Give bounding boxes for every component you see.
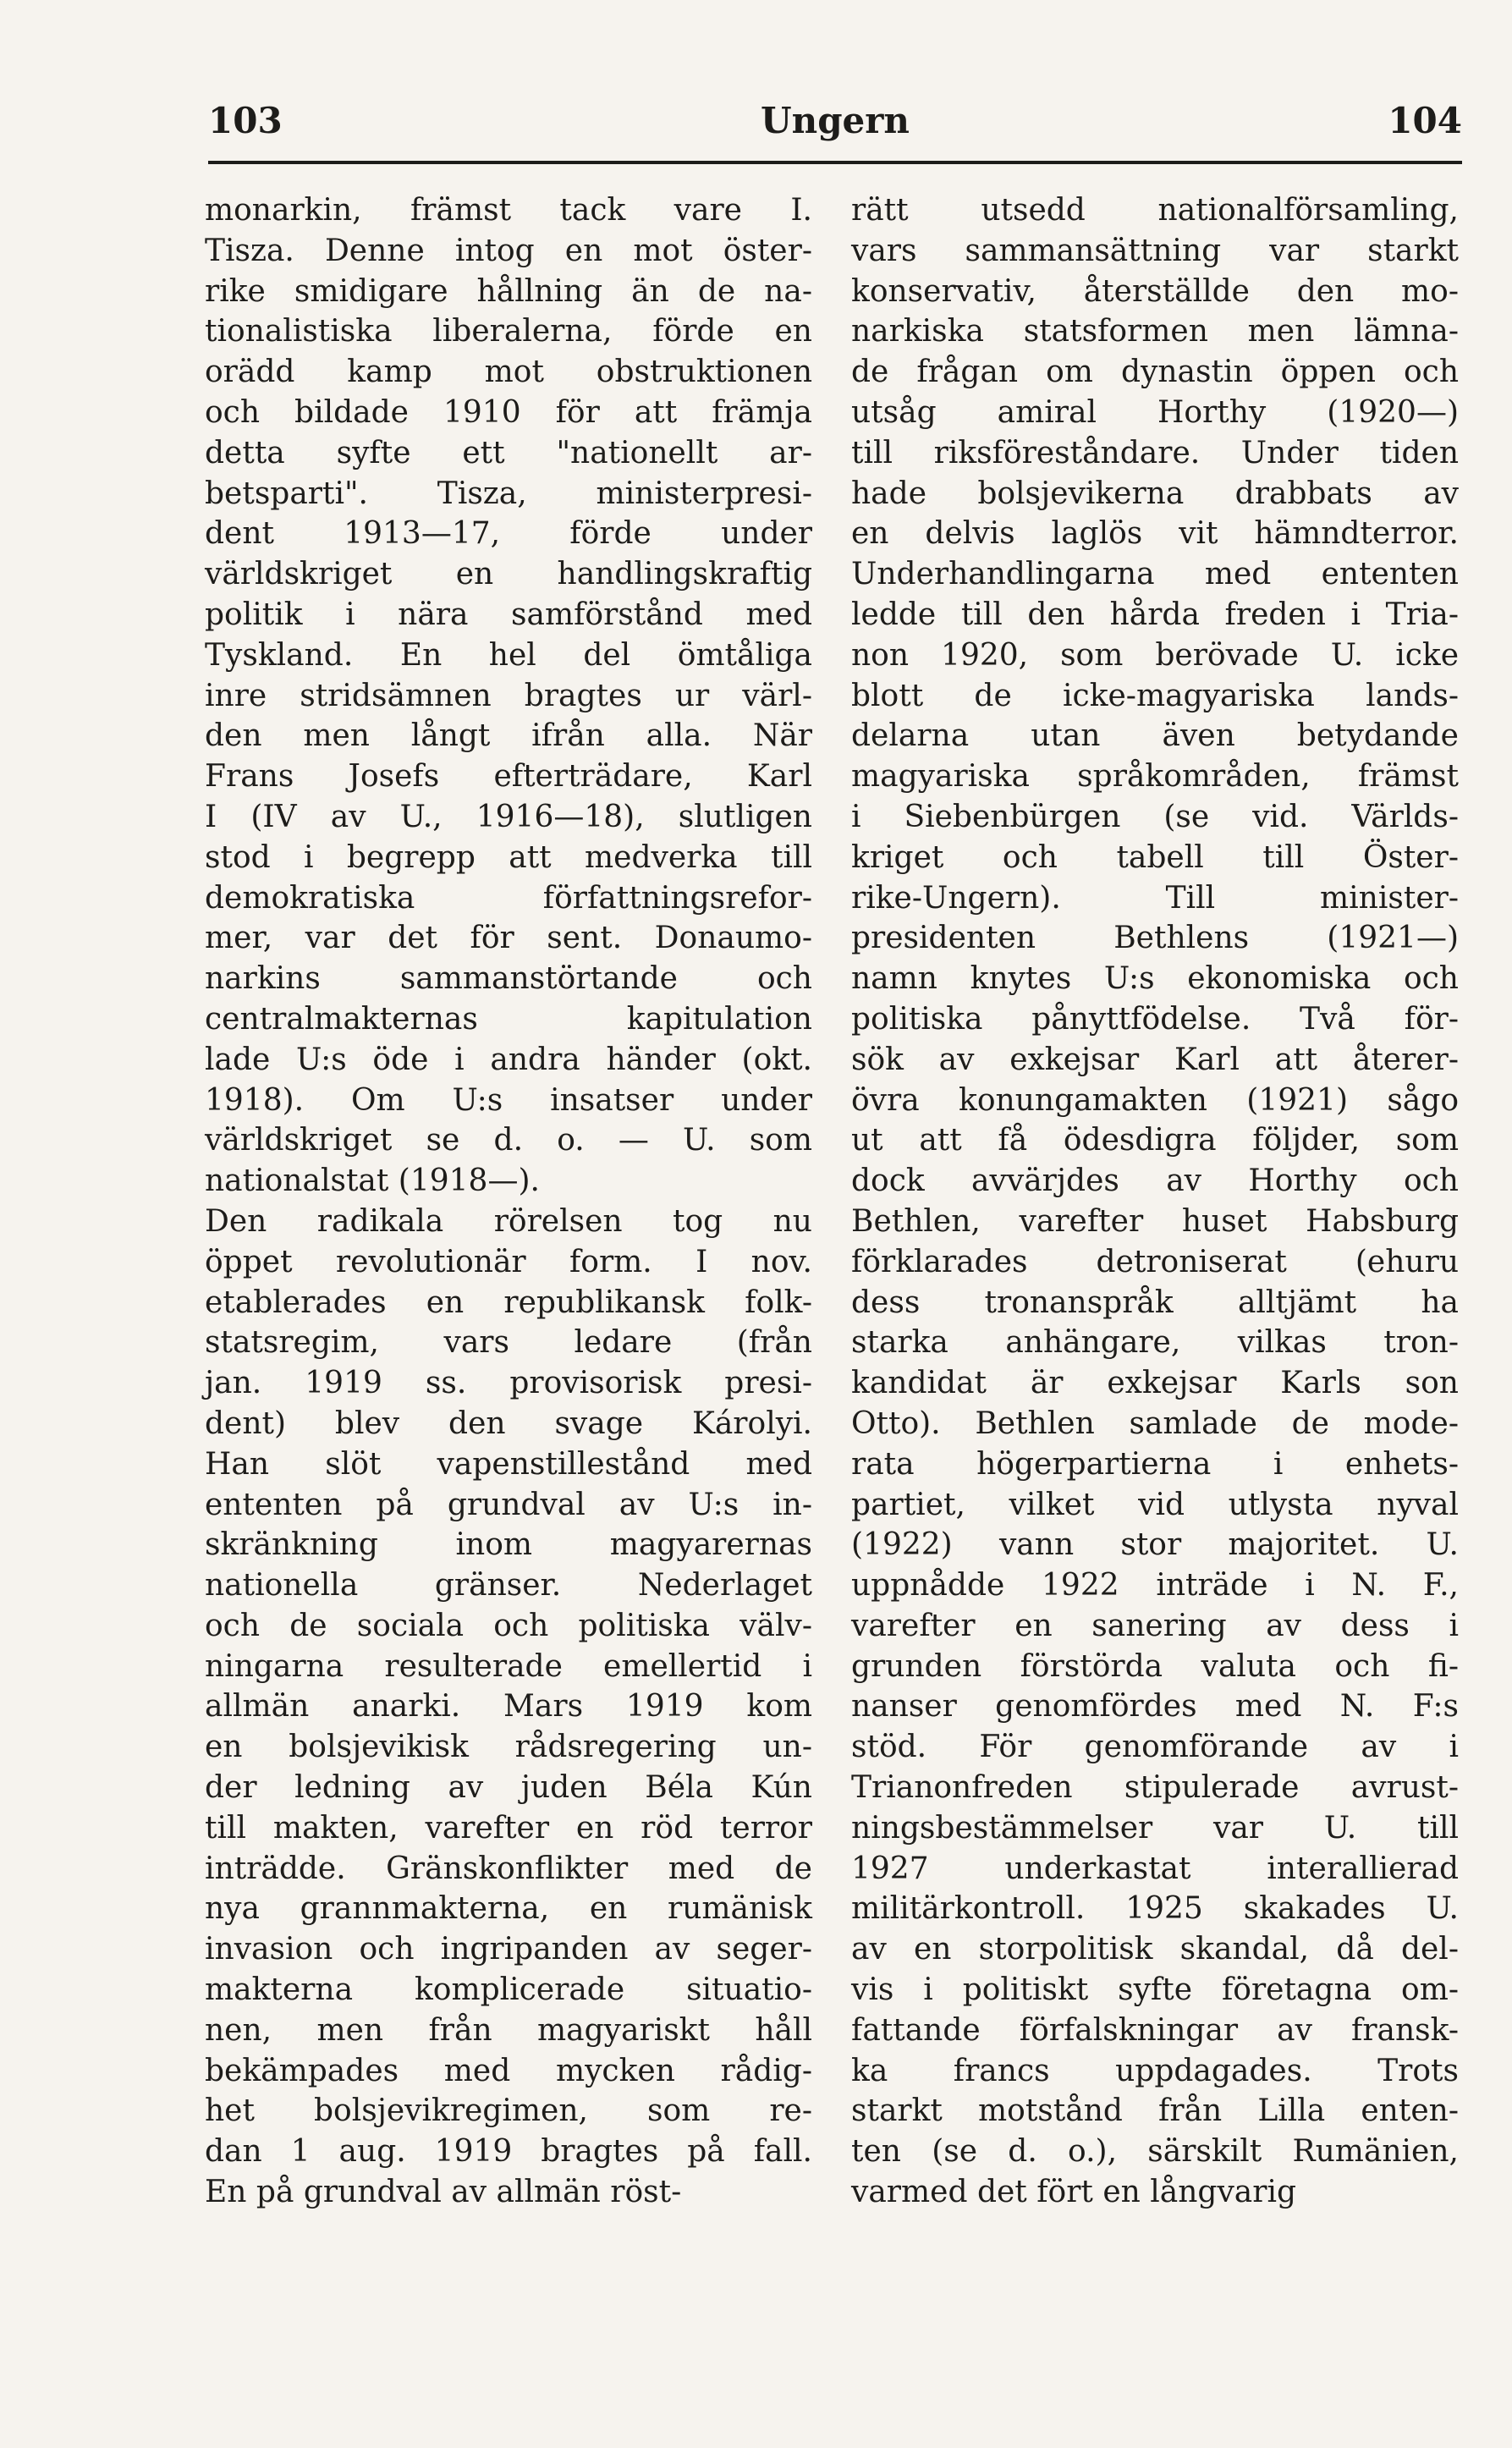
text-line: stod i begrepp att medverka till: [205, 839, 812, 875]
text-line: delarna utan även betydande: [851, 718, 1459, 754]
text-line: inre stridsämnen bragtes ur värl-: [205, 678, 812, 713]
text-line: varmed det fört en långvarig: [851, 2175, 1297, 2210]
page-title: Ungern: [761, 100, 910, 141]
text-line: i Siebenbürgen (se vid. Världs-: [851, 799, 1459, 834]
text-line: skränkning inom magyarernas: [205, 1527, 812, 1563]
text-line: till riksföreståndare. Under tiden: [851, 435, 1459, 470]
text-line: dent 1913—17, förde under: [205, 516, 812, 552]
text-line: monarkin, främst tack vare I.: [205, 193, 812, 228]
text-line: inträdde. Gränskonflikter med de: [205, 1851, 812, 1886]
text-line: demokratiska författningsrefor-: [205, 880, 812, 916]
text-line: nanser genomfördes med N. F:s: [851, 1689, 1459, 1725]
text-line: Tisza. Denne intog en mot öster-: [205, 233, 812, 268]
text-line: tionalistiska liberalerna, förde en: [205, 314, 812, 349]
page-header: [208, 100, 1462, 151]
text-line: förklarades detroniserat (ehuru: [851, 1244, 1459, 1279]
text-line: 1927 underkastat interallierad: [851, 1851, 1459, 1886]
text-line: konservativ, återställde den mo-: [851, 273, 1459, 309]
text-line: kandidat är exkejsar Karls son: [851, 1366, 1459, 1401]
text-line: invasion och ingripanden av seger-: [205, 1932, 812, 1967]
text-line: politiska pånyttfödelse. Två för-: [851, 1001, 1459, 1037]
text-line: der ledning av juden Béla Kún: [205, 1770, 812, 1806]
text-line: jan. 1919 ss. provisorisk presi-: [205, 1366, 812, 1401]
text-line: ententen på grundval av U:s in-: [205, 1487, 812, 1522]
text-line: vis i politiskt syfte företagna om-: [851, 1972, 1459, 2008]
text-line: en bolsjevikisk rådsregering un-: [205, 1730, 812, 1765]
text-line: het bolsjevikregimen, som re-: [205, 2093, 812, 2129]
text-line: etablerades en republikansk folk-: [205, 1285, 812, 1320]
text-line: dock avvärjdes av Horthy och: [851, 1163, 1459, 1199]
header-rule: [208, 161, 1462, 164]
text-line: till makten, varefter en röd terror: [205, 1810, 812, 1846]
text-line: rätt utsedd nationalförsamling,: [851, 193, 1459, 228]
text-line: fattande förfalskningar av fransk-: [851, 2012, 1459, 2048]
text-line: Bethlen, varefter huset Habsburg: [851, 1203, 1459, 1239]
text-line: starka anhängare, vilkas tron-: [851, 1325, 1459, 1361]
text-line: presidenten Bethlens (1921—): [851, 921, 1459, 956]
text-line: partiet, vilket vid utlysta nyval: [851, 1487, 1459, 1522]
text-line: Trianonfreden stipulerade avrust-: [851, 1770, 1459, 1806]
left-page-number: 103: [208, 100, 283, 141]
text-line: makterna komplicerade situatio-: [205, 1972, 812, 2008]
text-line: En på grundval av allmän röst-: [205, 2175, 682, 2210]
text-line: Tyskland. En hel del ömtåliga: [205, 637, 812, 673]
text-line: Frans Josefs efterträdare, Karl: [205, 759, 812, 795]
text-line: sök av exkejsar Karl att återer-: [851, 1042, 1459, 1077]
text-line: statsregim, vars ledare (från: [205, 1325, 812, 1361]
text-line: namn knytes U:s ekonomiska och: [851, 961, 1459, 997]
text-line: Han slöt vapenstillestånd med: [205, 1446, 812, 1482]
text-line: öppet revolutionär form. I nov.: [205, 1244, 812, 1279]
text-line: lade U:s öde i andra händer (okt.: [205, 1042, 812, 1077]
text-line: ningsbestämmelser var U. till: [851, 1810, 1459, 1846]
text-line: centralmakternas kapitulation: [205, 1001, 812, 1037]
right-page-number: 104: [1388, 100, 1462, 141]
text-line: nen, men från magyariskt håll: [205, 2012, 812, 2048]
text-line: allmän anarki. Mars 1919 kom: [205, 1689, 812, 1725]
text-line: grunden förstörda valuta och fi-: [851, 1648, 1459, 1684]
text-line: ten (se d. o.), särskilt Rumänien,: [851, 2134, 1459, 2170]
text-line: en delvis laglös vit hämndterror.: [851, 516, 1459, 552]
text-line: den men långt ifrån alla. När: [205, 718, 812, 754]
text-line: ut att få ödesdigra följder, som: [851, 1123, 1459, 1158]
text-line: militärkontroll. 1925 skakades U.: [851, 1891, 1459, 1927]
text-line: Otto). Bethlen samlade de mode-: [851, 1406, 1459, 1441]
text-line: narkiska statsformen men lämna-: [851, 314, 1459, 349]
text-line: bekämpades med mycken rådig-: [205, 2053, 812, 2088]
text-line: non 1920, som berövade U. icke: [851, 637, 1459, 673]
text-line: starkt motstånd från Lilla enten-: [851, 2093, 1459, 2129]
left-text-column: [205, 190, 812, 2213]
text-line: ka francs uppdagades. Trots: [851, 2053, 1459, 2088]
text-line: Underhandlingarna med ententen: [851, 557, 1459, 592]
text-line: dent) blev den svage Károlyi.: [205, 1406, 812, 1441]
text-line: övra konungamakten (1921) sågo: [851, 1082, 1459, 1118]
text-line: nationella gränser. Nederlaget: [205, 1568, 812, 1604]
text-line: nationalstat (1918—).: [205, 1163, 540, 1199]
text-line: detta syfte ett "nationellt ar-: [205, 435, 812, 470]
text-line: 1918). Om U:s insatser under: [205, 1082, 812, 1118]
text-line: ledde till den hårda freden i Tria-: [851, 597, 1459, 632]
text-line: magyariska språkområden, främst: [851, 759, 1459, 795]
text-line: I (IV av U., 1916—18), slutligen: [205, 799, 812, 834]
text-line: blott de icke-magyariska lands-: [851, 678, 1459, 713]
text-line: och bildade 1910 för att främja: [205, 394, 812, 430]
text-line: betsparti". Tisza, ministerpresi-: [205, 476, 812, 511]
text-line: vars sammansättning var starkt: [851, 233, 1459, 268]
text-line: hade bolsjevikerna drabbats av: [851, 476, 1459, 511]
text-line: utsåg amiral Horthy (1920—): [851, 394, 1459, 430]
text-line: och de sociala och politiska välv-: [205, 1608, 812, 1643]
text-line: av en storpolitisk skandal, då del-: [851, 1932, 1459, 1967]
text-line: (1922) vann stor majoritet. U.: [851, 1527, 1459, 1563]
text-line: rata högerpartierna i enhets-: [851, 1446, 1459, 1482]
text-line: de frågan om dynastin öppen och: [851, 355, 1459, 390]
text-line: varefter en sanering av dess i: [851, 1608, 1459, 1643]
text-line: världskriget en handlingskraftig: [205, 557, 812, 592]
text-line: stöd. För genomförande av i: [851, 1730, 1459, 1765]
text-line: ningarna resulterade emellertid i: [205, 1648, 812, 1684]
text-line: rike-Ungern). Till minister-: [851, 880, 1459, 916]
right-text-column: [851, 190, 1459, 2213]
text-line: orädd kamp mot obstruktionen: [205, 355, 812, 390]
text-line: dess tronanspråk alltjämt ha: [851, 1285, 1459, 1320]
text-line: Den radikala rörelsen tog nu: [205, 1203, 812, 1239]
text-line: nya grannmakterna, en rumänisk: [205, 1891, 812, 1927]
text-line: narkins sammanstörtande och: [205, 961, 812, 997]
text-line: mer, var det för sent. Donaumo-: [205, 921, 812, 956]
text-line: kriget och tabell till Öster-: [851, 839, 1459, 875]
text-line: rike smidigare hållning än de na-: [205, 273, 812, 309]
text-line: dan 1 aug. 1919 bragtes på fall.: [205, 2134, 812, 2170]
text-line: uppnådde 1922 inträde i N. F.,: [851, 1568, 1459, 1604]
text-line: världskriget se d. o. — U. som: [205, 1123, 812, 1158]
text-line: politik i nära samförstånd med: [205, 597, 812, 632]
